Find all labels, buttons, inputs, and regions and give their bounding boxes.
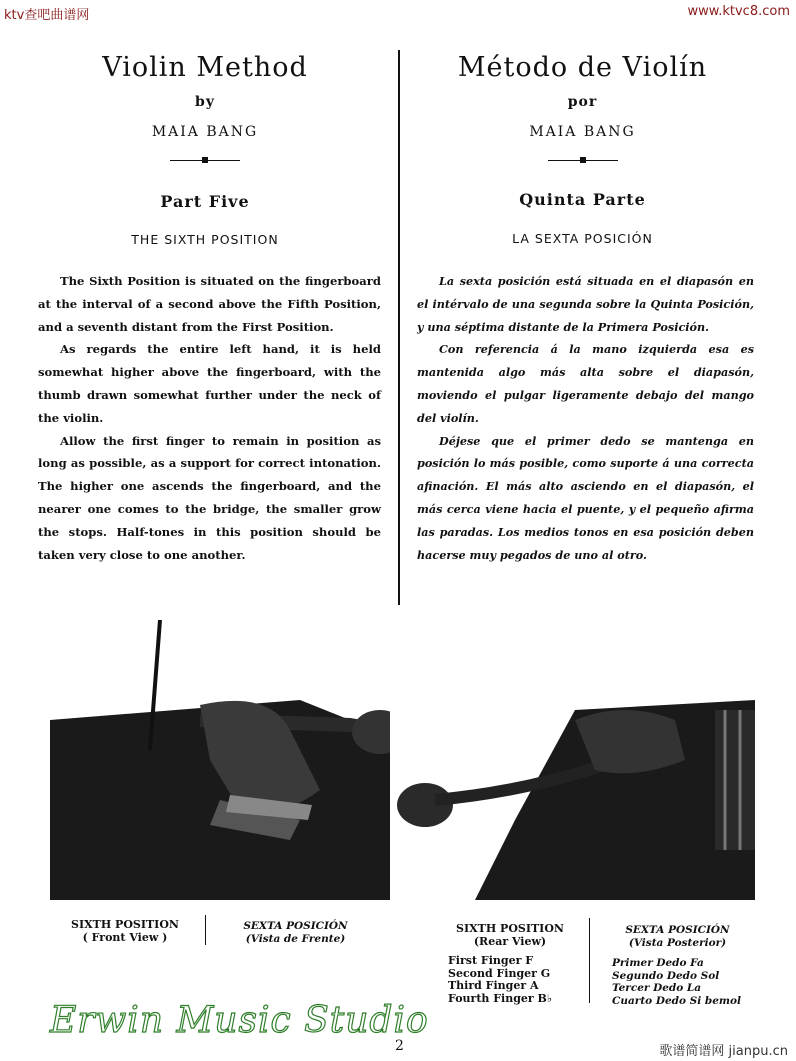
caption-rear-english xyxy=(440,922,580,948)
caption-front-divider xyxy=(205,915,206,945)
watermark-top-left: ktv查吧曲谱网 xyxy=(4,8,90,23)
subtitle-english: THE SIXTH POSITION xyxy=(131,232,279,247)
paragraph-spanish-1: La sexta posición está situada en el diapasón en el intérvalo de una segunda sobre la Quinta Posición, y una séptima distante de la Primera Posición. xyxy=(417,274,754,334)
caption-rear-spanish-title: SEXTA POSICIÓN xyxy=(625,924,730,936)
paragraph-spanish-2: Con referencia á la mano izquierda esa es mantenida algo más alta sobre el diapasón, moviendo el pulgar ligeramente debajo del mango del violín. xyxy=(417,342,754,425)
part-spanish: Quinta Parte xyxy=(519,190,646,209)
caption-rear-divider xyxy=(589,918,590,1003)
finger-spanish-1: Primer Dedo Fa xyxy=(612,957,704,969)
finger-spanish-2: Segundo Dedo Sol xyxy=(612,969,720,982)
title-english: Violin Method xyxy=(102,52,308,83)
finger-english-4: Fourth Finger B♭ xyxy=(448,991,553,1005)
part-english: Part Five xyxy=(160,192,250,211)
caption-front-spanish-view: (Vista de Frente) xyxy=(245,933,346,945)
photo-front-view xyxy=(50,620,390,900)
page-number: 2 xyxy=(395,1038,404,1054)
body-english xyxy=(38,270,381,566)
author-english: MAIA BANG xyxy=(151,124,259,140)
ornament-spanish xyxy=(548,160,618,161)
author-spanish: MAIA BANG xyxy=(529,124,636,140)
caption-rear-spanish xyxy=(600,924,755,950)
by-english: by xyxy=(195,94,215,110)
caption-front-english-view: ( Front View ) xyxy=(82,931,168,944)
photo-rear-view xyxy=(395,700,755,900)
paragraph-english-3: Allow the first finger to remain in position as long as possible, as a support for correct intonation. The higher one ascends the fingerboard, and the nearer one comes to the bridge, the smaller grow the stops. Half-tones in this position should be taken very close to one another. xyxy=(38,433,381,562)
finger-english-2: Second Finger G xyxy=(448,966,551,980)
photo-rear-view-illustration xyxy=(395,700,755,900)
finger-spanish-4: Cuarto Dedo Si bemol xyxy=(612,994,741,1007)
title-spanish: Método de Violín xyxy=(457,52,708,83)
caption-rear-spanish-view: (Vista Posterior) xyxy=(628,937,727,949)
subtitle-spanish: LA SEXTA POSICIÓN xyxy=(512,231,653,246)
finger-list-english xyxy=(448,955,578,1005)
finger-list-spanish xyxy=(612,957,757,1007)
studio-watermark: Erwin Music Studio xyxy=(50,1000,429,1041)
watermark-bottom-right: 歌谱简谱网 jianpu.cn xyxy=(659,1044,788,1059)
caption-front-english-title: SIXTH POSITION xyxy=(71,918,179,931)
finger-spanish-3: Tercer Dedo La xyxy=(612,982,702,995)
photo-front-view-illustration xyxy=(50,620,390,900)
caption-front-spanish xyxy=(218,920,373,946)
caption-front-english xyxy=(55,918,195,944)
by-spanish: por xyxy=(567,94,598,110)
paragraph-english-2: As regards the entire left hand, it is held somewhat higher above the fingerboard, with the thumb drawn somewhat further under the neck of the violin. xyxy=(38,342,381,425)
finger-english-3: Third Finger A xyxy=(448,979,539,993)
body-spanish xyxy=(417,270,754,566)
watermark-top-right: www.ktvc8.com xyxy=(687,4,790,19)
finger-english-1: First Finger F xyxy=(448,954,533,967)
caption-rear-english-view: (Rear View) xyxy=(473,935,547,948)
ornament-english xyxy=(170,160,240,161)
caption-rear-english-title: SIXTH POSITION xyxy=(456,922,564,935)
paragraph-spanish-3: Déjese que el primer dedo se mantenga en posición lo más posible, como suporte á una correcta afinación. El más alto asciendo en el diapasón, el más cerca viene hacia el puente, y el pequeño afirma las paradas. Los medios tonos en esa posición deben hacerse muy pegados de uno al otro. xyxy=(417,433,754,562)
column-divider xyxy=(398,50,400,605)
caption-front-spanish-title: SEXTA POSICIÓN xyxy=(243,920,348,932)
paragraph-english-1: The Sixth Position is situated on the fingerboard at the interval of a second above the Fifth Position, and a seventh distant from the First Position. xyxy=(38,274,381,334)
